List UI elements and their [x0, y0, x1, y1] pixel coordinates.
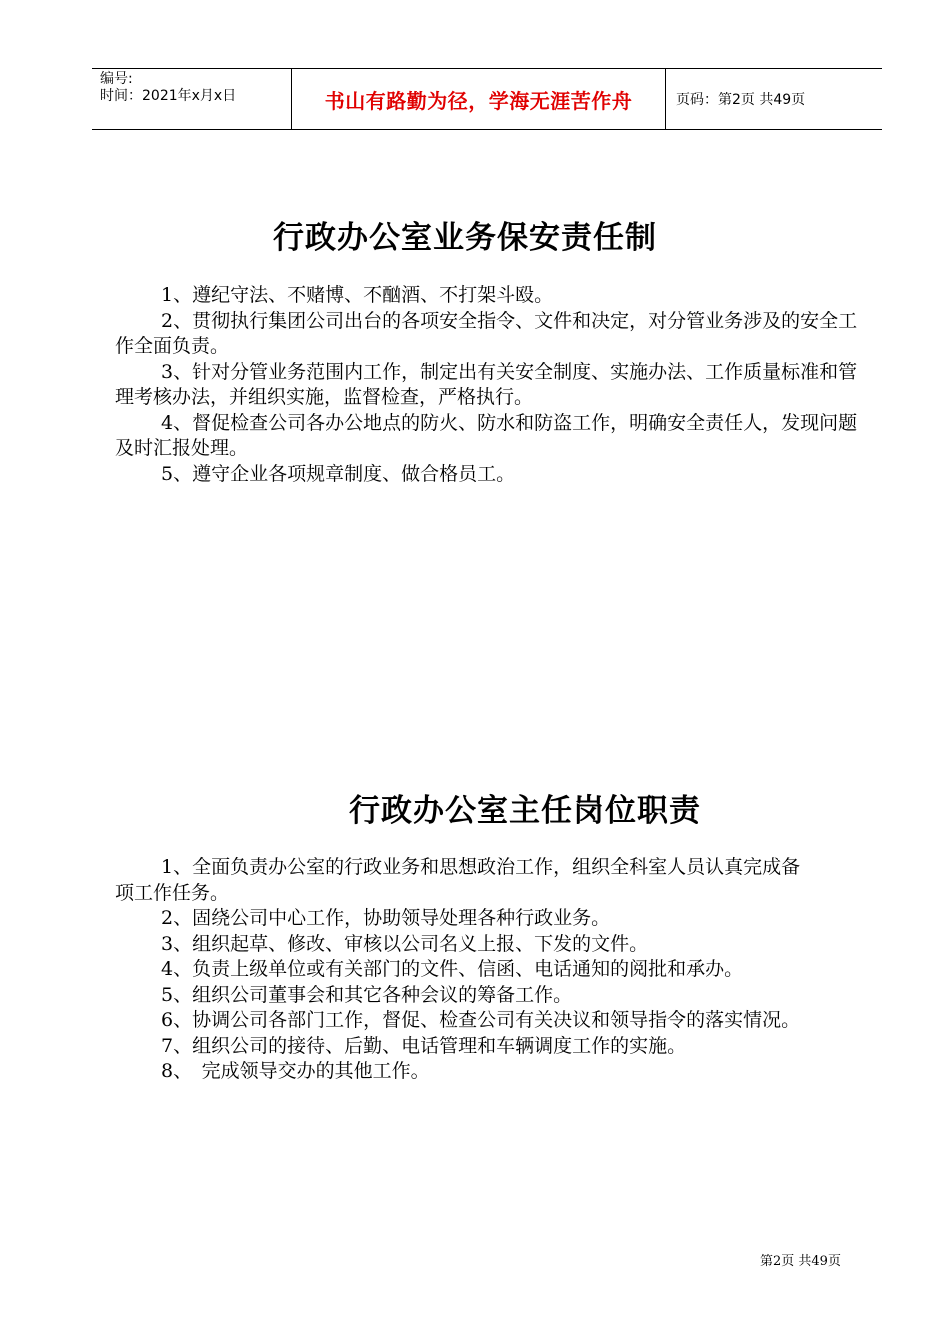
section1-body	[115, 283, 865, 487]
header-meta	[92, 69, 292, 129]
list-item: 7、组织公司的接待、后勤、电话管理和车辆调度工作的实施。	[161, 1034, 687, 1057]
document-number-label: 编号:	[100, 71, 133, 87]
page-header	[92, 68, 882, 130]
list-item: 2、贯彻执行集团公司出台的各项安全指令、文件和决定，对分管业务涉及的安全工作全面负责。	[115, 309, 858, 357]
section1-title: 行政办公室业务保安责任制	[273, 220, 657, 256]
header-page-info: 页码：第2页 共49页	[676, 92, 806, 108]
header-motto: 书山有路勤为径，学海无涯苦作舟	[292, 69, 666, 129]
list-item: 5、组织公司董事会和其它各种会议的筹备工作。	[161, 983, 573, 1006]
list-item: 5、遵守企业各项规章制度、做合格员工。	[161, 462, 516, 485]
list-item: 4、负责上级单位或有关部门的文件、信函、电话通知的阅批和承办。	[161, 958, 744, 980]
list-item: 6、协调公司各部门工作，督促、检查公司有关决议和领导指令的落实情况。	[161, 1009, 801, 1031]
list-item: 4、督促检查公司各办公地点的防火、防水和防盗工作，明确安全责任人，发现问题及时汇报处理。	[115, 411, 858, 459]
list-item: 1、全面负责办公室的行政业务和思想政治工作，组织全科室人员认真完成备项工作任务。	[115, 856, 801, 904]
document-time-label: 时间：2021年x月x日	[100, 88, 237, 104]
list-item: 8、 完成领导交办的其他工作。	[161, 1060, 430, 1082]
list-item: 1、遵纪守法、不赌博、不酗酒、不打架斗殴。	[161, 284, 554, 306]
page-footer: 第2页 共49页	[760, 1254, 841, 1269]
section2-body	[115, 855, 865, 1085]
list-item: 3、组织起草、修改、审核以公司名义上报、下发的文件。	[161, 932, 649, 955]
section2-title: 行政办公室主任岗位职责	[349, 793, 701, 829]
list-item: 3、针对分管业务范围内工作，制定出有关安全制度、实施办法、工作质量标准和管理考核办法，并组织实施，监督检查，严格执行。	[115, 360, 858, 408]
list-item: 2、固绕公司中心工作，协助领导处理各种行政业务。	[161, 907, 611, 929]
